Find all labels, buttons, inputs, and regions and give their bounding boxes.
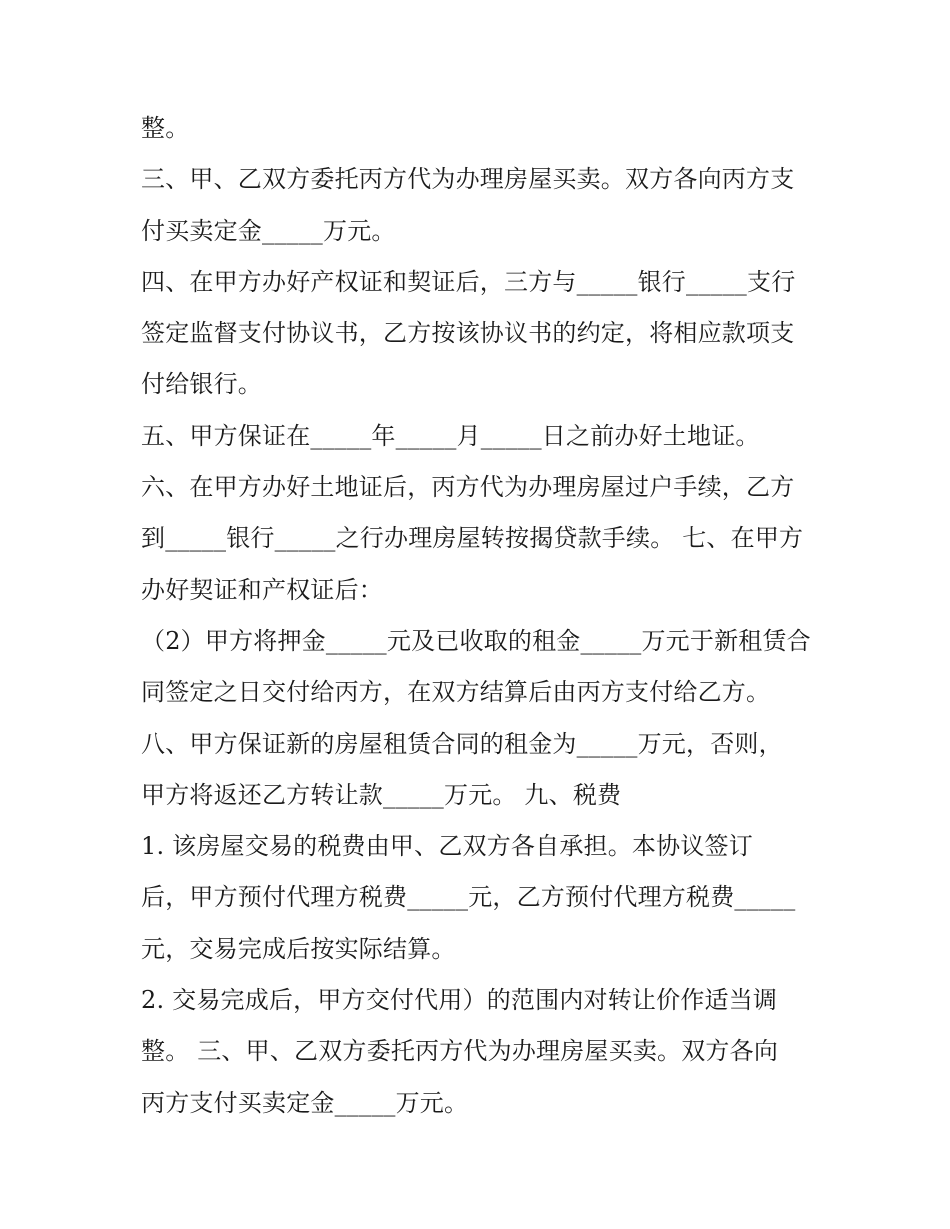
document-body — [141, 103, 821, 1129]
text-line: 八、甲方保证新的房屋租赁合同的租金为_____万元，否则， — [141, 729, 783, 758]
text-line: 付给银行。 — [141, 370, 262, 399]
text-line: 1. 该房屋交易的税费由甲、乙双方各自承担。本协议签订 — [141, 832, 753, 861]
text-line: 整。 三、甲、乙双方委托丙方代为办理房屋买卖。双方各向 — [141, 1037, 779, 1066]
text-line: 四、在甲方办好产权证和契证后，三方与_____银行_____支行 — [141, 267, 796, 296]
text-line: 甲方将返还乙方转让款_____万元。 九、税费 — [141, 780, 622, 809]
text-line: （2）甲方将押金_____元及已收取的租金_____万元于新租赁合 — [141, 626, 811, 655]
text-line: 元，交易完成后按实际结算。 — [141, 934, 456, 963]
text-line: 三、甲、乙双方委托丙方代为办理房屋买卖。双方各向丙方支 — [141, 165, 795, 194]
text-line: 六、在甲方办好土地证后，丙方代为办理房屋过户手续，乙方 — [141, 473, 795, 502]
text-line: 2. 交易完成后，甲方交付代用）的范围内对转让价作适当调 — [141, 986, 778, 1015]
text-line: 后，甲方预付代理方税费_____元，乙方预付代理方税费_____ — [141, 883, 796, 912]
text-line: 同签定之日交付给丙方，在双方结算后由丙方支付给乙方。 — [141, 678, 771, 707]
text-line: 五、甲方保证在_____年_____月_____日之前办好土地证。 — [141, 421, 760, 450]
text-line: 整。 — [141, 114, 190, 142]
text-line: 办好契证和产权证后： — [141, 575, 383, 604]
text-line: 付买卖定金_____万元。 — [141, 216, 396, 245]
text-line: 到_____银行_____之行办理房屋转按揭贷款手续。 七、在甲方 — [141, 524, 804, 553]
text-line: 签定监督支付协议书，乙方按该协议书的约定，将相应款项支 — [141, 319, 795, 348]
text-line: 丙方支付买卖定金_____万元。 — [141, 1088, 469, 1117]
